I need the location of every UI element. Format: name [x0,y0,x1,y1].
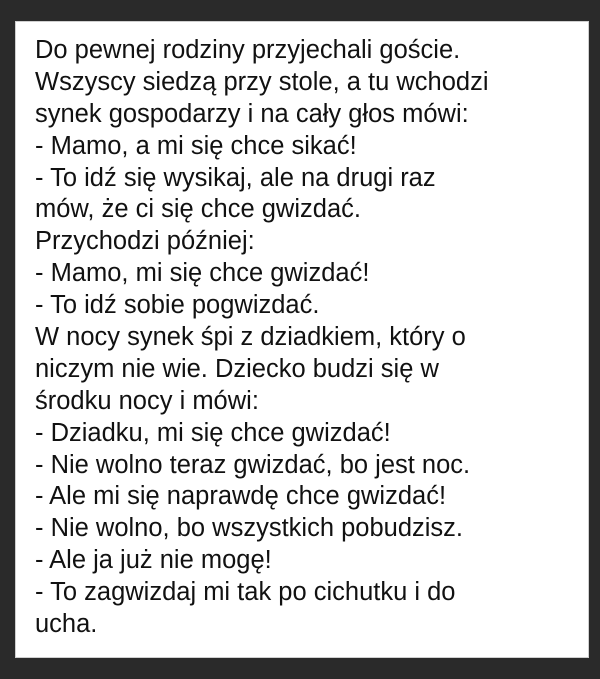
text-line: W nocy synek śpi z dziadkiem, który o [35,323,466,352]
text-line: Wszyscy siedzą przy stole, a tu wchodzi [35,67,489,96]
text-line: niczym nie wie. Dziecko budzi się w [35,354,439,383]
text-line: mów, że ci się chce gwizdać. [35,195,361,224]
joke-card [15,21,589,658]
text-line: - To zagwizdaj mi tak po cichutku i do [35,578,456,607]
text-line: - Nie wolno teraz gwizdać, bo jest noc. [35,450,471,479]
joke-text [35,35,580,641]
text-line: - Nie wolno, bo wszystkich pobudzisz. [35,514,464,543]
text-line: - Mamo, mi się chce gwizdać! [35,259,370,288]
text-line: Do pewnej rodziny przyjechali goście. [35,36,461,64]
text-line: - To idź się wysikaj, ale na drugi raz [35,163,436,192]
text-line: - To idź sobie pogwizdać. [35,291,320,320]
text-line: Przychodzi później: [35,227,255,256]
text-line: - Mamo, a mi się chce sikać! [35,131,357,160]
text-line: - Ale mi się naprawdę chce gwizdać! [35,482,447,511]
text-line: środku nocy i mówi: [35,386,259,415]
text-line: synek gospodarzy i na cały głos mówi: [35,99,469,128]
text-line: ucha. [35,610,98,639]
text-line: - Dziadku, mi się chce gwizdać! [35,418,391,447]
text-line: - Ale ja już nie mogę! [35,546,272,575]
